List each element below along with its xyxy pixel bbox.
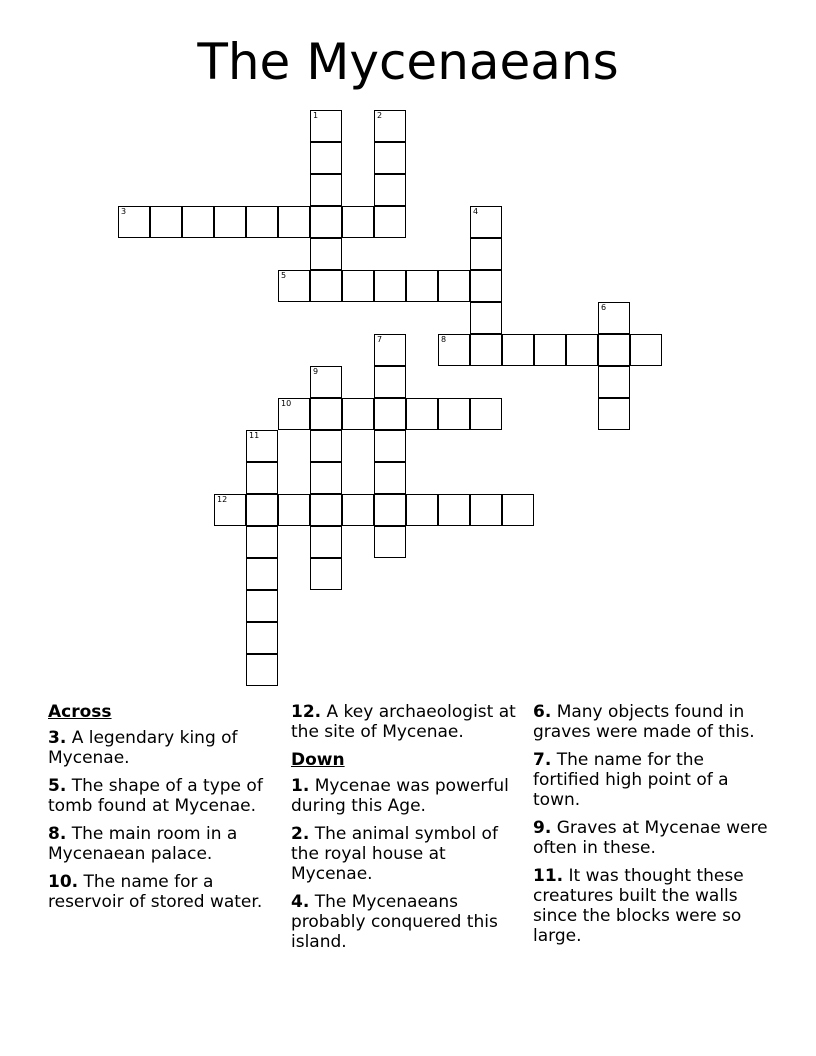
grid-cell[interactable] [246, 622, 278, 654]
clue-number: 6. [533, 702, 552, 722]
clue-down-2 [291, 824, 527, 884]
grid-cell[interactable] [598, 366, 630, 398]
clue-down-9 [533, 818, 769, 858]
puzzle-title: The Mycenaeans [197, 33, 619, 91]
grid-cell[interactable] [374, 398, 406, 430]
clue-across-3 [48, 728, 284, 768]
grid-cell[interactable] [502, 494, 534, 526]
clue-down-7 [533, 750, 769, 810]
cell-number: 12 [217, 495, 228, 504]
grid-cell[interactable] [310, 558, 342, 590]
cell-number: 2 [377, 111, 383, 120]
clue-number: 3. [48, 728, 67, 748]
grid-cell[interactable] [438, 494, 470, 526]
grid-cell[interactable] [470, 206, 502, 238]
grid-cell[interactable] [310, 366, 342, 398]
grid-cell[interactable] [310, 462, 342, 494]
grid-cell[interactable] [246, 654, 278, 686]
clue-number: 8. [48, 824, 67, 844]
grid-cell[interactable] [406, 398, 438, 430]
grid-cell[interactable] [470, 238, 502, 270]
grid-cell[interactable] [630, 334, 662, 366]
cell-number: 7 [377, 335, 383, 344]
grid-cell[interactable] [374, 206, 406, 238]
grid-cell[interactable] [278, 494, 310, 526]
grid-cell[interactable] [470, 494, 502, 526]
clue-text: The animal symbol of the royal house at Mycenae. [291, 824, 498, 884]
cell-number: 1 [313, 111, 319, 120]
grid-cell[interactable] [246, 462, 278, 494]
clue-number: 7. [533, 750, 552, 770]
clue-number: 11. [533, 866, 564, 886]
clue-down-6 [533, 702, 769, 742]
grid-cell[interactable] [278, 206, 310, 238]
clue-number: 4. [291, 892, 310, 912]
clue-across-10 [48, 872, 284, 912]
grid-cell[interactable] [438, 398, 470, 430]
grid-cell[interactable] [310, 430, 342, 462]
clue-text: The shape of a type of tomb found at Mycenae. [48, 776, 263, 816]
clue-column-2 [291, 702, 527, 960]
cell-number: 6 [601, 303, 607, 312]
grid-cell[interactable] [598, 398, 630, 430]
grid-cell[interactable] [214, 494, 246, 526]
grid-cell[interactable] [310, 398, 342, 430]
grid-cell[interactable] [374, 174, 406, 206]
clue-text: The main room in a Mycenaean palace. [48, 824, 238, 864]
grid-cell[interactable] [310, 526, 342, 558]
clue-number: 10. [48, 872, 79, 892]
clue-down-11 [533, 866, 769, 946]
down-heading: Down [291, 750, 345, 770]
grid-cell[interactable] [342, 398, 374, 430]
grid-cell[interactable] [374, 110, 406, 142]
cell-number: 8 [441, 335, 447, 344]
cell-number: 3 [121, 207, 127, 216]
grid-cell[interactable] [406, 494, 438, 526]
grid-cell[interactable] [118, 206, 150, 238]
clue-text: A key archaeologist at the site of Mycenae. [291, 702, 516, 742]
grid-cell[interactable] [246, 430, 278, 462]
grid-cell[interactable] [246, 526, 278, 558]
clue-column-3 [533, 702, 769, 954]
clue-text: Graves at Mycenae were often in these. [533, 818, 768, 858]
grid-cell[interactable] [310, 270, 342, 302]
grid-cell[interactable] [310, 142, 342, 174]
grid-cell[interactable] [342, 494, 374, 526]
grid-cell[interactable] [598, 302, 630, 334]
across-heading: Across [48, 702, 112, 722]
grid-cell[interactable] [470, 302, 502, 334]
clue-across-5 [48, 776, 284, 816]
grid-cell[interactable] [438, 334, 470, 366]
grid-cell[interactable] [342, 270, 374, 302]
grid-cell[interactable] [470, 270, 502, 302]
grid-cell[interactable] [246, 206, 278, 238]
grid-cell[interactable] [374, 366, 406, 398]
grid-cell[interactable] [278, 398, 310, 430]
clue-number: 1. [291, 776, 310, 796]
clue-down-4 [291, 892, 527, 952]
cell-number: 9 [313, 367, 319, 376]
clue-number: 5. [48, 776, 67, 796]
clue-column-1 [48, 702, 284, 920]
grid-cell[interactable] [406, 270, 438, 302]
grid-cell[interactable] [374, 270, 406, 302]
grid-cell[interactable] [310, 238, 342, 270]
clue-text: The name for the fortified high point of a town. [533, 750, 729, 810]
cell-number: 4 [473, 207, 479, 216]
grid-cell[interactable] [150, 206, 182, 238]
clue-number: 2. [291, 824, 310, 844]
grid-cell[interactable] [310, 174, 342, 206]
clue-text: Many objects found in graves were made of this. [533, 702, 755, 742]
grid-cell[interactable] [598, 334, 630, 366]
grid-cell[interactable] [566, 334, 598, 366]
grid-cell[interactable] [310, 110, 342, 142]
grid-cell[interactable] [246, 494, 278, 526]
grid-cell[interactable] [470, 398, 502, 430]
grid-cell[interactable] [310, 494, 342, 526]
cell-number: 5 [281, 271, 287, 280]
clue-down-1 [291, 776, 527, 816]
grid-cell[interactable] [374, 334, 406, 366]
grid-cell[interactable] [438, 270, 470, 302]
grid-cell[interactable] [374, 142, 406, 174]
cell-number: 10 [281, 399, 292, 408]
clue-text: The name for a reservoir of stored water. [48, 872, 263, 912]
grid-cell[interactable] [182, 206, 214, 238]
clue-text: A legendary king of Mycenae. [48, 728, 238, 768]
grid-cell[interactable] [246, 558, 278, 590]
clue-number: 12. [291, 702, 322, 722]
grid-cell[interactable] [310, 206, 342, 238]
grid-cell[interactable] [214, 206, 246, 238]
grid-cell[interactable] [374, 494, 406, 526]
grid-cell[interactable] [470, 334, 502, 366]
grid-cell[interactable] [246, 590, 278, 622]
grid-cell[interactable] [374, 526, 406, 558]
grid-cell[interactable] [374, 430, 406, 462]
grid-cell[interactable] [278, 270, 310, 302]
cell-number: 11 [249, 431, 260, 440]
grid-cell[interactable] [342, 206, 374, 238]
grid-cell[interactable] [534, 334, 566, 366]
clue-text: Mycenae was powerful during this Age. [291, 776, 509, 816]
grid-cell[interactable] [374, 462, 406, 494]
clue-across-8 [48, 824, 284, 864]
grid-cell[interactable] [502, 334, 534, 366]
clue-text: The Mycenaeans probably conquered this island. [291, 892, 498, 952]
clue-number: 9. [533, 818, 552, 838]
clue-text: It was thought these creatures built the walls since the blocks were so large. [533, 866, 744, 946]
clue-across-12 [291, 702, 527, 742]
